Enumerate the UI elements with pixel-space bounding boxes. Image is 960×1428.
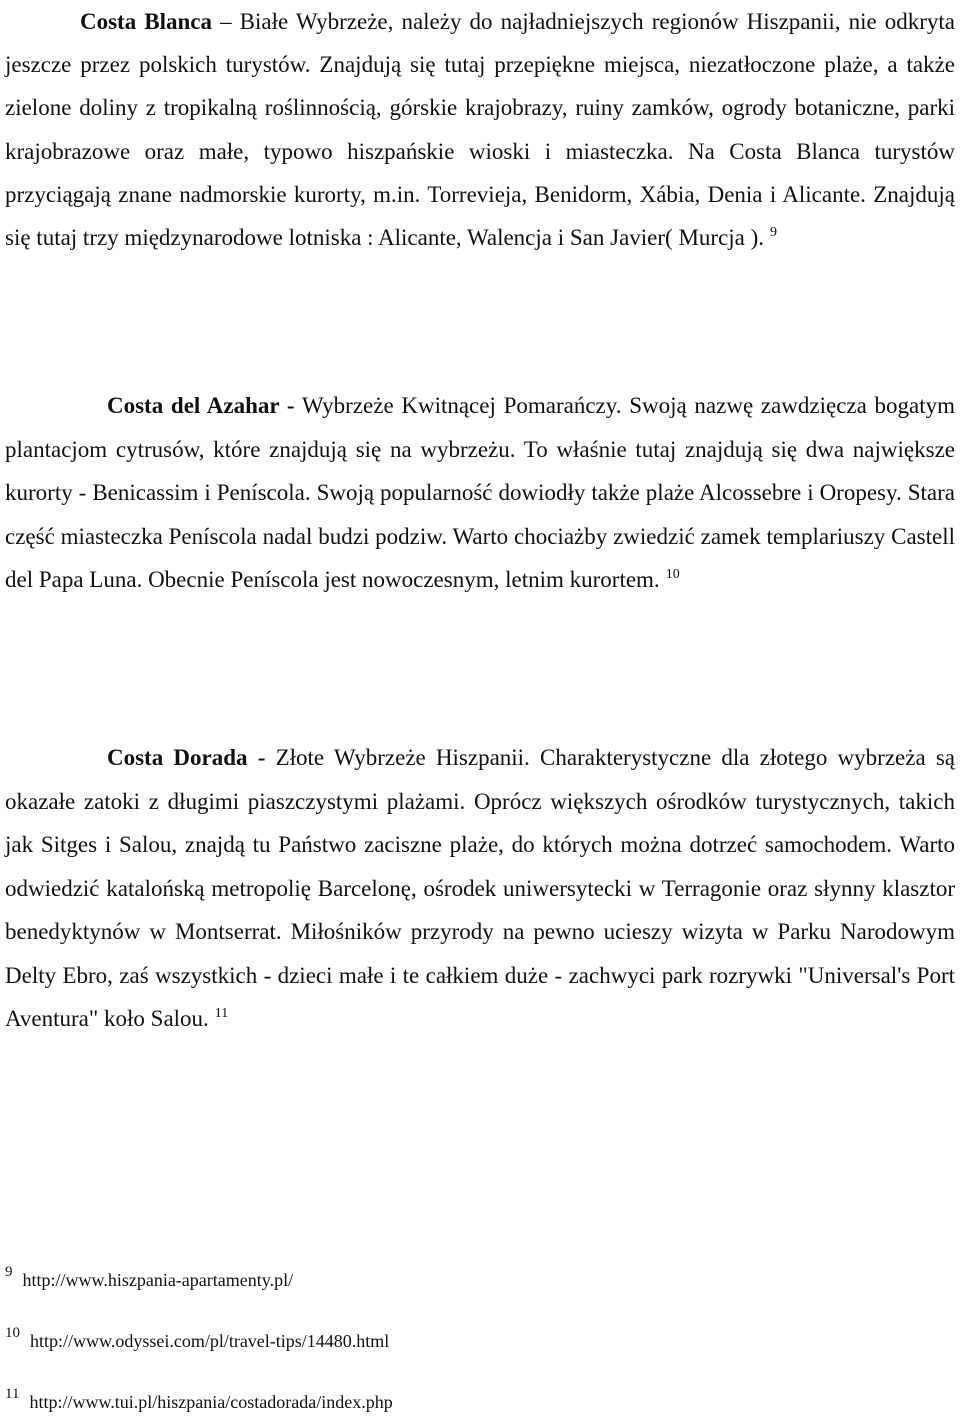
paragraph-indent xyxy=(5,393,107,418)
footnote-item xyxy=(5,1264,294,1291)
paragraph-costa-blanca xyxy=(5,0,955,259)
paragraph-costa-dorada xyxy=(5,736,955,1041)
footnote-link[interactable]: http://www.odyssei.com/pl/travel-tips/14480.html xyxy=(30,1331,390,1351)
footnote-number: 11 xyxy=(5,1386,20,1402)
footnote-link[interactable]: http://www.hiszpania-apartamenty.pl/ xyxy=(22,1270,294,1290)
footnote-link[interactable]: http://www.tui.pl/hiszpania/costadorada/index.php xyxy=(29,1392,393,1412)
footnote-item xyxy=(5,1386,393,1413)
paragraph-text: Białe Wybrzeże, należy do najładniejszych regionów Hiszpanii, nie odkryta jeszcze przez polskich turystów. Znajdują się tutaj przepiękne miejsca, niezatłoczone plaże, a także zielone doliny z tropikalną roślinnością, górskie krajobrazy, ruiny zamków, ogrody botaniczne, parki krajobrazowe oraz małe, typowo hiszpańskie wioski i miasteczka. Na Costa Blanca turystów przyciągają znane nadmorskie kurorty, m.in. Torrevieja, Benidorm, Xábia, Denia i Alicante. Znajdują się tutaj trzy międzynarodowe lotniska : Alicante, Walencja i San Javier( Murcja ). xyxy=(5,9,956,251)
footnote-reference: 11 xyxy=(214,1006,229,1022)
footnote-number: 9 xyxy=(5,1264,13,1280)
paragraph-costa-del-azahar xyxy=(5,384,955,602)
paragraph-indent xyxy=(5,9,80,34)
paragraph-indent xyxy=(5,745,107,770)
footnote-reference: 9 xyxy=(770,225,778,241)
paragraph-title: Costa Dorada - xyxy=(107,745,266,770)
footnote-reference: 10 xyxy=(665,567,680,583)
title-separator xyxy=(265,745,275,770)
paragraph-title: Costa del Azahar - xyxy=(107,393,295,418)
paragraph-text: Złote Wybrzeże Hiszpanii. Charakterystyczne dla złotego wybrzeża są okazałe zatoki z długimi piaszczystymi plażami. Oprócz większych ośrodków turystycznych, takich jak Sitges i Salou, znajdą tu Państwo zaciszne plaże, do których można dotrzeć samochodem. Warto odwiedzić katalońską metropolię Barcelonę, ośrodek uniwersytecki w Terragonie oraz słynny klasztor benedyktynów w Montserrat. Miłośników przyrody na pewno ucieszy wizyta w Parku Narodowym Delty Ebro, zaś wszystkich - dzieci małe i te całkiem duże - zachwyci park rozrywki "Universal's Port Aventura" koło Salou. xyxy=(5,745,956,1031)
footnote-number: 10 xyxy=(5,1325,20,1341)
paragraph-text: Wybrzeże Kwitnącej Pomarańczy. Swoją nazwę zawdzięcza bogatym plantacjom cytrusów, które znajdują się na wybrzeżu. To właśnie tutaj znajdują się dwa największe kurorty - Benicassim i Peníscola. Swoją popularność dowiodły także plaże Alcossebre i Oropesy. Stara część miasteczka Peníscola nadal budzi podziw. Warto chociażby zwiedzić zamek templariuszy Castell del Papa Luna. Obecnie Peníscola jest nowoczesnym, letnim kurortem. xyxy=(5,393,956,592)
title-separator xyxy=(295,393,302,418)
title-separator: – xyxy=(212,9,240,34)
footnote-item xyxy=(5,1325,390,1352)
paragraph-title: Costa Blanca xyxy=(80,9,213,34)
